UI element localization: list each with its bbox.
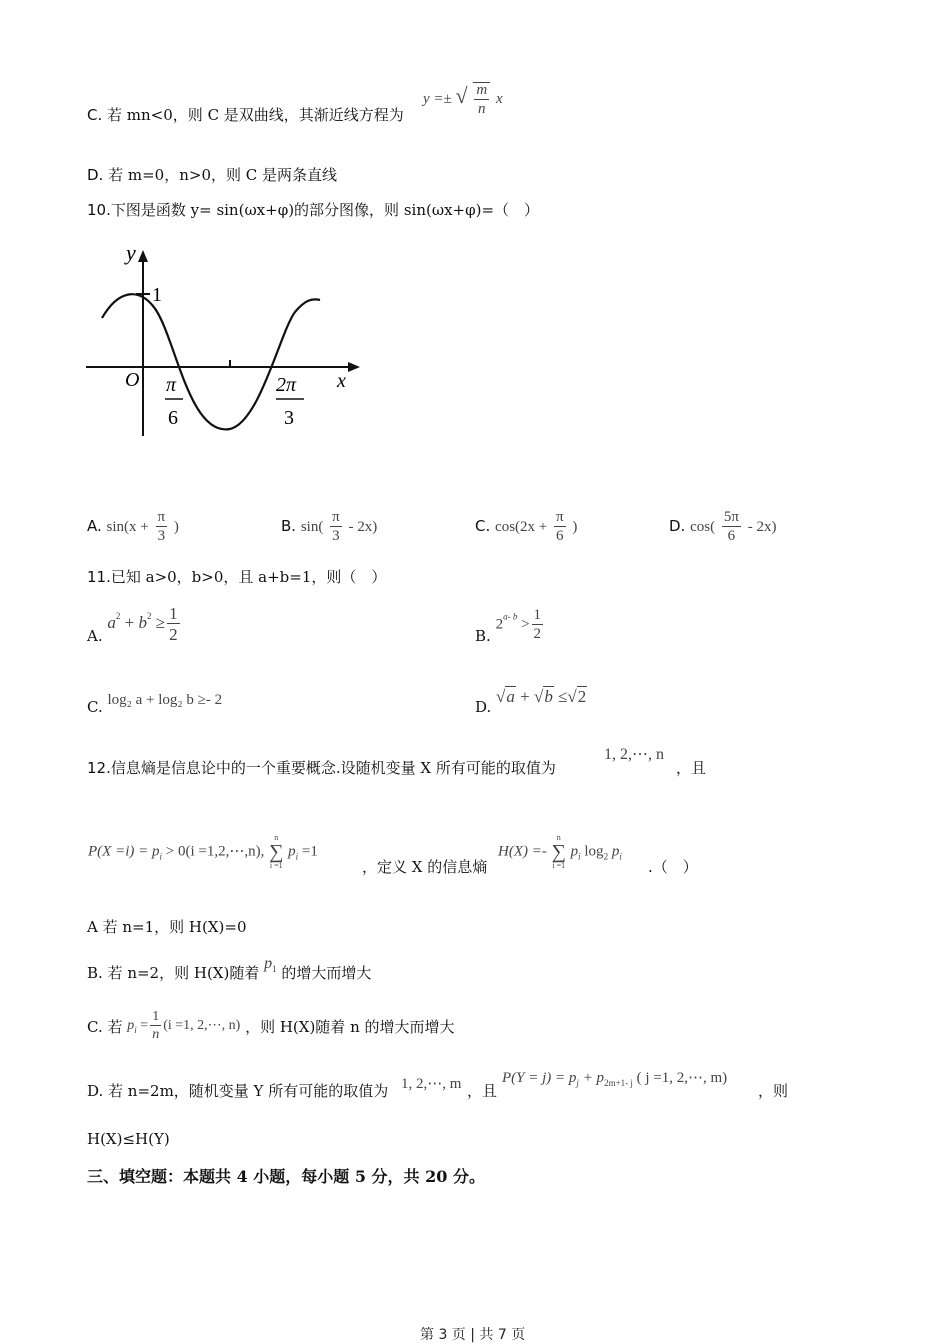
y-axis-label: y bbox=[126, 240, 136, 265]
q12-option-b bbox=[87, 955, 372, 984]
q12-option-a: A 若 n=1，则 H(X)=0 bbox=[87, 918, 247, 936]
numerator: π bbox=[332, 509, 340, 525]
option-label: D. bbox=[475, 698, 492, 716]
origin-label: O bbox=[125, 369, 140, 391]
formula-post: ) bbox=[572, 519, 578, 535]
q12-tail: .（ ） bbox=[648, 858, 698, 876]
denominator: 3 bbox=[332, 528, 340, 544]
question-text: 信息熵是信息论中的一个重要概念.设随机变量 X 所有可能的取值为 bbox=[110, 759, 556, 777]
denominator: 6 bbox=[556, 528, 564, 544]
x-axis-arrow bbox=[348, 362, 360, 372]
numerator: 5π bbox=[723, 509, 739, 525]
formula-post: - 2x) bbox=[348, 519, 378, 535]
q12-values: 1, 2,⋯, n bbox=[604, 746, 664, 763]
option-text-post: ，则 H(X)随着 n 的增大而增大 bbox=[245, 1017, 455, 1036]
denominator: n bbox=[478, 101, 486, 117]
option-label: C. bbox=[475, 517, 491, 535]
page-footer: 第 3 页 | 共 7 页 bbox=[420, 1327, 526, 1343]
q10-stem bbox=[87, 199, 539, 220]
formula: log₂ a + log₂ b ≥- 2 bbox=[107, 692, 223, 708]
q12-stem bbox=[87, 757, 556, 778]
numerator: m bbox=[476, 82, 488, 98]
option-text-pre: C. 若 bbox=[87, 1017, 123, 1036]
sqrt-sign: √ bbox=[455, 82, 468, 108]
formula-fraction bbox=[473, 82, 490, 117]
formula-pre: sin(x + bbox=[106, 519, 149, 535]
entropy-body: p bbox=[570, 843, 579, 860]
entropy-lhs: H(X) =- bbox=[498, 843, 547, 860]
x1-numerator: π bbox=[166, 374, 177, 396]
option-label: A. bbox=[87, 517, 102, 535]
option-text-pre: B. 若 n=2，则 H(X)随着 bbox=[87, 964, 260, 982]
option-label: D. bbox=[87, 166, 104, 184]
option-label: D. bbox=[669, 517, 686, 535]
sum-bottom: i =1 bbox=[269, 861, 283, 870]
formula: $p_i$ = $\frac{1}{n}$ (i =1, 2,⋯, n) bbox=[127, 1009, 241, 1042]
numerator: π bbox=[157, 509, 166, 525]
formula-rest: ( j =1, 2,⋯, m) bbox=[636, 1070, 728, 1086]
formula-sub: 2m+1- j bbox=[604, 1078, 633, 1088]
formula: √a + √b ≤√2 bbox=[496, 687, 587, 706]
y-tick-label: 1 bbox=[152, 284, 162, 306]
q11-stem bbox=[87, 566, 386, 587]
q12-text-end: ，且 bbox=[676, 759, 707, 777]
p1-symbol: $p_1$ bbox=[264, 955, 277, 974]
q9-option-d bbox=[87, 164, 337, 185]
formula-plus: + p bbox=[582, 1070, 605, 1086]
q10-option-a bbox=[87, 510, 179, 544]
formula-pre: cos( bbox=[690, 519, 716, 535]
question-text: 下图是函数 y= sin(ωx+φ)的部分图像，则 sin(ωx+φ)=（ ） bbox=[110, 201, 540, 219]
denominator: 3 bbox=[157, 528, 166, 544]
q12-option-d-pre: D. 若 n=2m，随机变量 Y 所有可能的取值为 bbox=[87, 1082, 389, 1100]
option-label: C. bbox=[87, 106, 103, 124]
formula-rest: (i =1, 2,⋯, n) bbox=[163, 1018, 241, 1034]
x2-numerator: 2π bbox=[276, 374, 297, 396]
q9-option-c bbox=[87, 104, 404, 125]
q12-option-d-conclusion: H(X)≤H(Y) bbox=[87, 1130, 170, 1148]
formula-rest: > 0(i =1,2,⋯,n), bbox=[165, 843, 265, 860]
formula-post: - 2x) bbox=[747, 519, 777, 535]
section-heading: 三、填空题：本题共 4 小题，每小题 5 分，共 20 分。 bbox=[87, 1167, 485, 1186]
q12-entropy-formula: H(X) =- n ∑ i =1 $p_i$ $\log_2 p_i$ bbox=[498, 833, 622, 870]
q12-option-d-mid: ，且 bbox=[467, 1082, 498, 1100]
sum-body: p bbox=[288, 843, 296, 860]
q12-option-d-formula: $P(Y = j) = p_j + p_{2m+1- j}$ ( j =1, 2,⋯, m) bbox=[502, 1070, 728, 1088]
q12-option-c bbox=[87, 1010, 455, 1042]
q10-option-c bbox=[475, 510, 577, 544]
question-number: 10. bbox=[87, 201, 111, 219]
question-text: 已知 a>0，b>0，且 a+b=1，则（ ） bbox=[110, 568, 387, 586]
q12-probability-formula: $P(X =i) = p_i > 0(i$ =1,2,⋯,n), n ∑ i =1 $p_i =1$ bbox=[88, 833, 318, 870]
option-label: C. bbox=[87, 698, 103, 716]
option-label: A. bbox=[87, 627, 103, 645]
q10-option-b bbox=[281, 510, 377, 544]
sum-equals: =1 bbox=[301, 843, 318, 860]
x2-denominator: 3 bbox=[284, 407, 294, 429]
q12-define-text: ，定义 X 的信息熵 bbox=[362, 858, 488, 876]
q10-option-d bbox=[669, 510, 777, 544]
q12-option-d-values: 1, 2,⋯, m bbox=[401, 1076, 462, 1092]
numerator: π bbox=[556, 509, 564, 525]
q11-option-b bbox=[475, 608, 545, 645]
q12-option-d-post: ，则 bbox=[758, 1082, 789, 1100]
option-label: B. bbox=[475, 627, 491, 645]
q10-sine-graph bbox=[80, 232, 370, 442]
x-axis-label: x bbox=[337, 370, 346, 392]
sum-top: n bbox=[274, 833, 279, 842]
formula: $2^{a- b}$ > $\frac{1}{2}$ bbox=[495, 607, 542, 642]
q11-option-d bbox=[475, 686, 587, 716]
q11-option-c bbox=[87, 690, 222, 716]
formula-pre: sin( bbox=[300, 519, 324, 535]
formula-post: ) bbox=[173, 519, 179, 535]
denominator: 6 bbox=[727, 528, 736, 544]
formula-p: P(Y = j) = p bbox=[502, 1070, 577, 1086]
y-axis-arrow bbox=[138, 250, 148, 262]
formula-lhs: y =± bbox=[423, 90, 452, 107]
question-number: 12. bbox=[87, 759, 111, 777]
option-text: 若 m=0，n>0，则 C 是两条直线 bbox=[108, 166, 337, 184]
formula-var: x bbox=[495, 90, 503, 107]
x1-denominator: 6 bbox=[168, 407, 178, 429]
q11-option-a bbox=[87, 605, 182, 645]
option-label: B. bbox=[281, 517, 297, 535]
option-text-post: 的增大而增大 bbox=[281, 964, 372, 982]
q9-c-formula bbox=[423, 82, 503, 117]
option-text: 若 mn<0，则 C 是双曲线，其渐近线方程为 bbox=[107, 106, 404, 124]
formula-pre: cos(2x + bbox=[495, 519, 548, 535]
formula: $a^2 + b^2$ ≥ $\frac{1}{2}$ bbox=[107, 604, 178, 644]
formula-p: P(X =i) = p bbox=[88, 843, 160, 860]
entropy-log: log bbox=[584, 843, 604, 860]
question-number: 11. bbox=[87, 568, 111, 586]
sum-sign: ∑ bbox=[269, 841, 284, 863]
